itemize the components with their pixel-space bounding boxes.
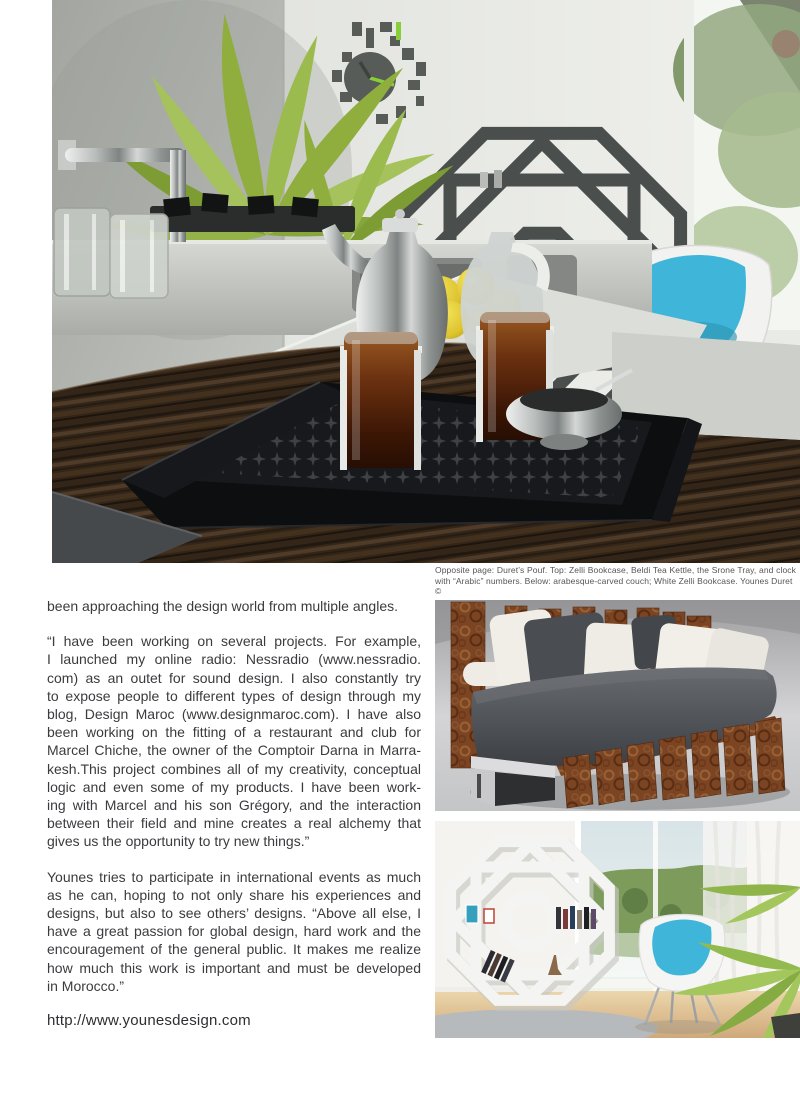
body-line: encouragement of the general public. It makes me realize <box>47 941 421 958</box>
body-line: as he can, hoping to not only share his experiences and <box>47 886 421 903</box>
hero-photo <box>52 0 800 563</box>
body-line: been approaching the design world from multiple angles. <box>47 598 398 614</box>
body-line: gives us the opportunity to try new things.” <box>47 833 310 850</box>
couch-photo <box>435 600 800 811</box>
body-line: to expose people to different types of design through my <box>47 687 421 704</box>
drinking-glasses <box>54 208 168 298</box>
article-column <box>47 597 421 1030</box>
body-line: Younes tries to participate in international events as much <box>47 868 421 885</box>
body-line: kesh.This project combines all of my creativity, conceptual <box>47 760 421 777</box>
paragraph <box>47 597 421 615</box>
body-line: in Morocco.” <box>47 977 125 994</box>
body-line: “I have been working on several projects. For example, <box>47 633 421 650</box>
caption-line: with “Arabic” numbers. Below: arabesque-carved couch; White Zelli Bookcase. Younes Duret © <box>435 575 793 597</box>
photo-caption <box>435 565 796 597</box>
body-line: how much this work is important and must be developed <box>47 959 421 976</box>
body-line: been working on the fitting of a restaurant and club for <box>47 724 421 741</box>
body-line: logic and even some of my products. I have been work- <box>47 778 421 795</box>
body-line: I launched my online radio: Nessradio (www.nessradio. <box>47 651 421 668</box>
paragraph <box>47 868 421 995</box>
bookcase-photo-illustration <box>435 821 800 1038</box>
body-line: designs, but also to see others’ designs. “Above all else, I <box>47 905 421 922</box>
couch-photo-illustration <box>435 600 800 811</box>
hero-photo-illustration <box>52 0 800 563</box>
body-line: blog, Design Maroc (www.designmaroc.com). I have also <box>47 706 421 723</box>
body-line: Marcel Chiche, the owner of the Comptoir Darna in Marra- <box>47 742 421 759</box>
website-link[interactable]: http://www.younesdesign.com <box>47 1012 251 1030</box>
body-line: have a great passion for global design, hard work and the <box>47 923 421 940</box>
plant-pot <box>771 1013 800 1038</box>
bookcase-photo <box>435 821 800 1038</box>
body-line: com) as an outet for sound design. I also constantly try <box>47 669 421 686</box>
body-line: ing with Marcel and his son Grégory, and the interaction <box>47 797 421 814</box>
caption-line: Opposite page: Duret’s Pouf. Top: Zelli Bookcase, Beldi Tea Kettle, the Srone Tray, and clock <box>435 565 796 575</box>
body-line: between their field and mine creates a real alchemy that <box>47 815 421 832</box>
paragraph <box>47 632 421 850</box>
